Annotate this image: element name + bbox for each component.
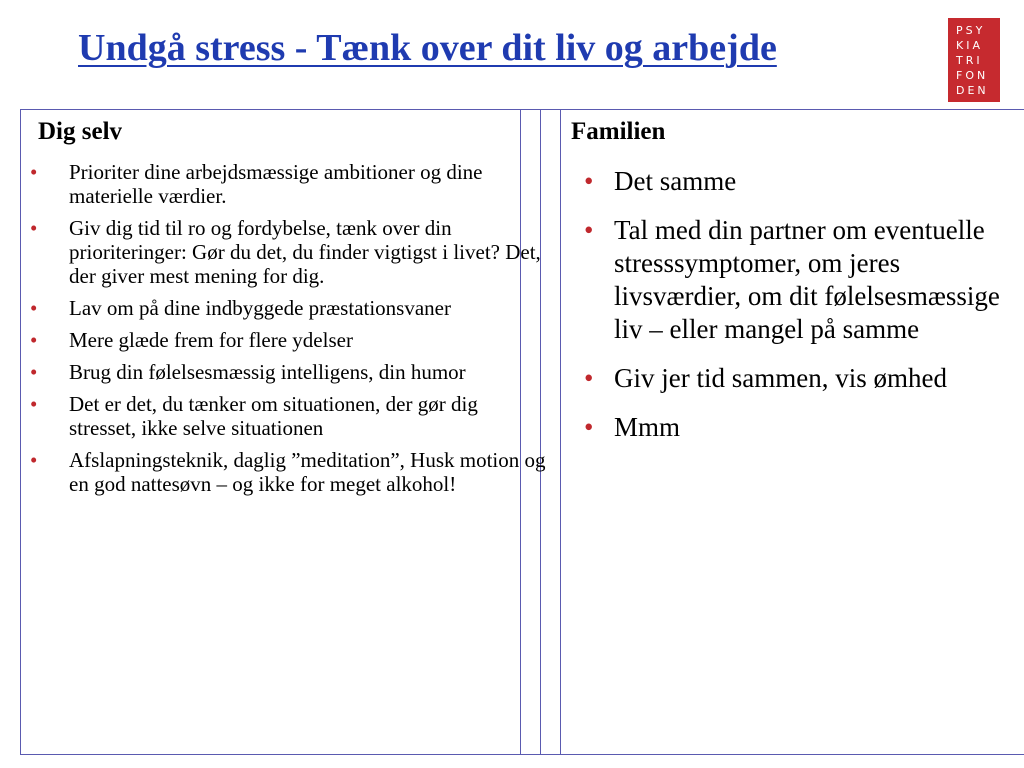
right-bullet-list [584,165,1014,460]
logo-row: TRI [956,53,983,67]
list-item: • Det er det, du tænker om situationen, der gør dig stresset, ikke selve situationen [28,392,548,440]
list-item: • Giv dig tid til ro og fordybelse, tænk over din prioriteringer: Gør du det, du finder vigtigst i livet? Det, der giver mest mening for dig. [28,216,548,288]
list-item: • Mmm [584,411,1014,444]
list-item: • Tal med din partner om eventuelle stresssymptomer, om jeres livsværdier, om dit følelsesmæssige liv – eller mangel på samme [584,214,1014,346]
list-item: • Lav om på dine indbyggede præstationsvaner [28,296,548,320]
logo-row: FON [956,68,989,82]
logo-row: KIA [956,38,983,52]
left-bullet-list [28,160,548,504]
list-item: • Det samme [584,165,1014,198]
list-item: • Giv jer tid sammen, vis ømhed [584,362,1014,395]
list-item: • Afslapningsteknik, daglig ”meditation”, Husk motion og en god nattesøvn – og ikke for meget alkohol! [28,448,548,496]
logo-row: PSY [956,23,986,37]
logo-row: DEN [956,83,989,97]
slide-title: Undgå stress - Tænk over dit liv og arbejde [78,27,777,69]
list-item: • Mere glæde frem for flere ydelser [28,328,548,352]
right-column-heading: Familien [571,118,666,145]
psykiatrifonden-logo [948,18,1000,102]
list-item: • Prioriter dine arbejdsmæssige ambitioner og dine materielle værdier. [28,160,548,208]
left-column-heading: Dig selv [38,118,123,145]
list-item: • Brug din følelsesmæssig intelligens, din humor [28,360,548,384]
